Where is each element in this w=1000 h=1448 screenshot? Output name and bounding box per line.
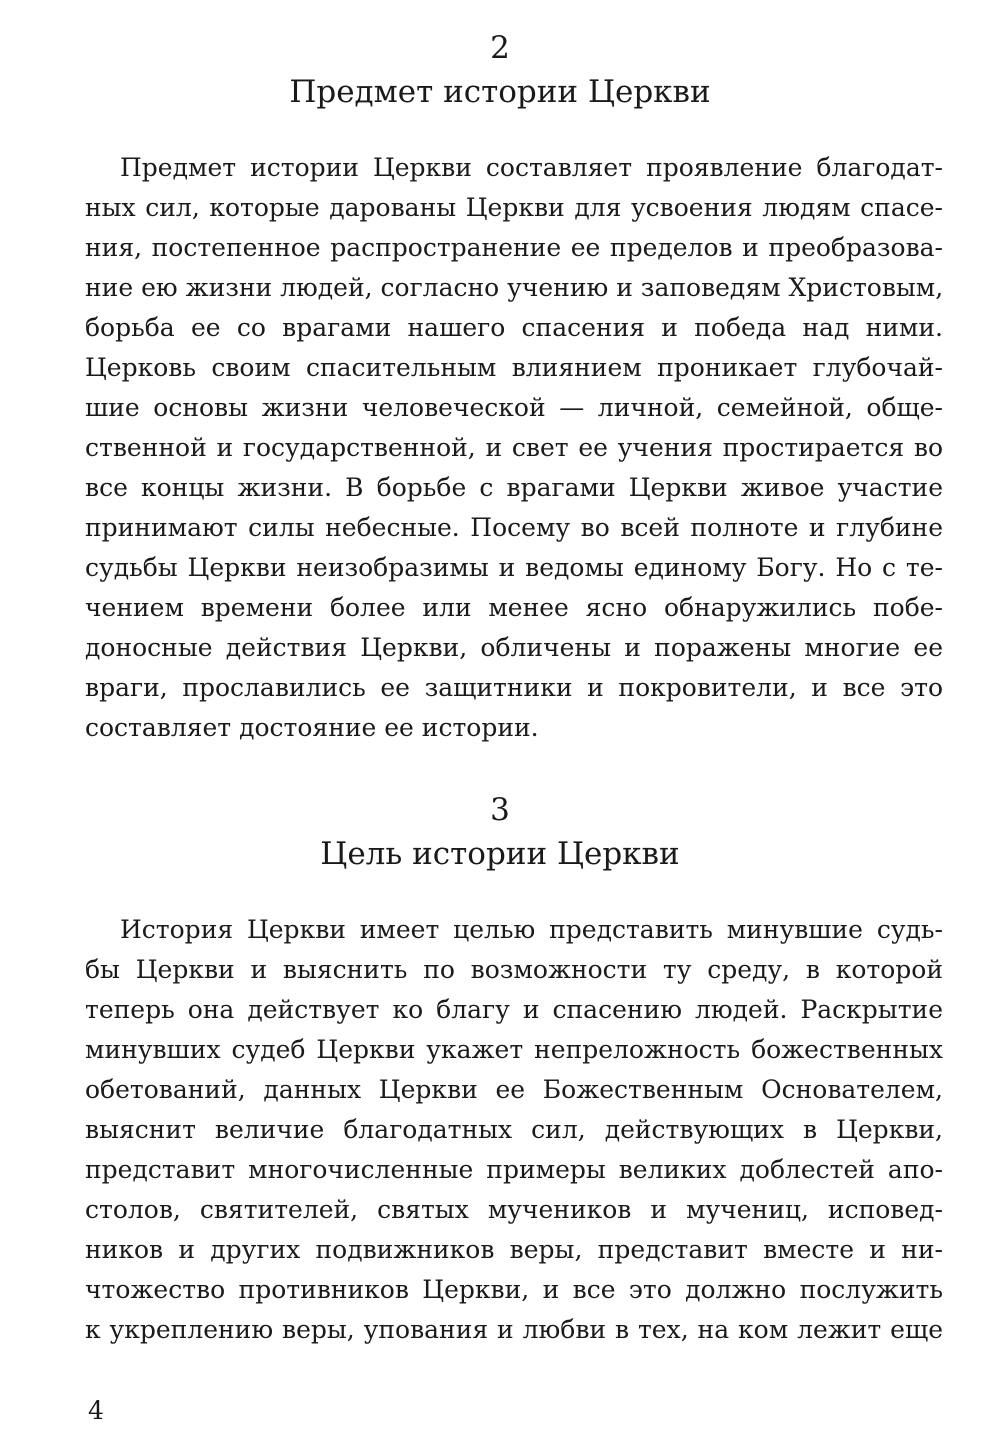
text-line: составляет достояние ее истории. — [85, 713, 539, 742]
text-line: ников и других подвижников веры, представит вместе и ни- — [85, 1235, 943, 1264]
text-line: ственной и государственной, и свет ее учения простирается во — [85, 433, 943, 462]
text-line: к укреплению веры, упования и любви в тех, на ком лежит еще — [85, 1315, 943, 1344]
section-title: Цель истории Церкви — [320, 836, 680, 872]
text-line: столов, святителей, святых мучеников и мучениц, исповед- — [85, 1195, 943, 1224]
text-line: минувших судеб Церкви укажет непреложность божественных — [85, 1035, 943, 1064]
text-line: борьба ее со врагами нашего спасения и победа над ними. — [85, 313, 943, 342]
text-line: судьбы Церкви неизобразимы и ведомы единому Богу. Но с те- — [85, 553, 943, 582]
text-line: теперь она действует ко благу и спасению людей. Раскрытие — [85, 995, 943, 1024]
text-line: Церковь своим спасительным влиянием проникает глубочай- — [85, 353, 943, 382]
section-number: 3 — [490, 792, 510, 828]
section-title: Предмет истории Церкви — [289, 74, 711, 110]
text-line: История Церкви имеет целью представить минувшие судь- — [120, 915, 943, 944]
text-line: чением времени более или менее ясно обнаружились побе- — [85, 593, 943, 622]
page-number: 4 — [88, 1396, 104, 1425]
text-line: Предмет истории Церкви составляет проявление благодат- — [120, 153, 943, 182]
section-number: 2 — [490, 30, 510, 66]
text-line: бы Церкви и выяснить по возможности ту среду, в которой — [85, 955, 943, 984]
text-line: обетований, данных Церкви ее Божественным Основателем, — [85, 1075, 943, 1104]
section-paragraph — [85, 148, 943, 748]
text-line: шие основы жизни человеческой — личной, семейной, обще- — [85, 393, 943, 422]
text-line: выяснит величие благодатных сил, действующих в Церкви, — [85, 1115, 943, 1144]
text-line: принимают силы небесные. Посему во всей полноте и глубине — [85, 513, 943, 542]
text-line: чтожество противников Церкви, и все это должно послужить — [85, 1275, 943, 1304]
text-line: представит многочисленные примеры великих доблестей апо- — [85, 1155, 943, 1184]
text-line: ния, постепенное распространение ее пределов и преобразова- — [85, 233, 943, 262]
text-line: враги, прославились ее защитники и покровители, и все это — [85, 673, 943, 702]
text-line: доносные действия Церкви, обличены и поражены многие ее — [85, 633, 943, 662]
text-line: все концы жизни. В борьбе с врагами Церкви живое участие — [85, 473, 943, 502]
text-line: ных сил, которые дарованы Церкви для усвоения людям спасе- — [85, 193, 943, 222]
section-paragraph — [85, 910, 943, 1350]
text-line: ние ею жизни людей, согласно учению и заповедям Христовым, — [85, 273, 944, 302]
